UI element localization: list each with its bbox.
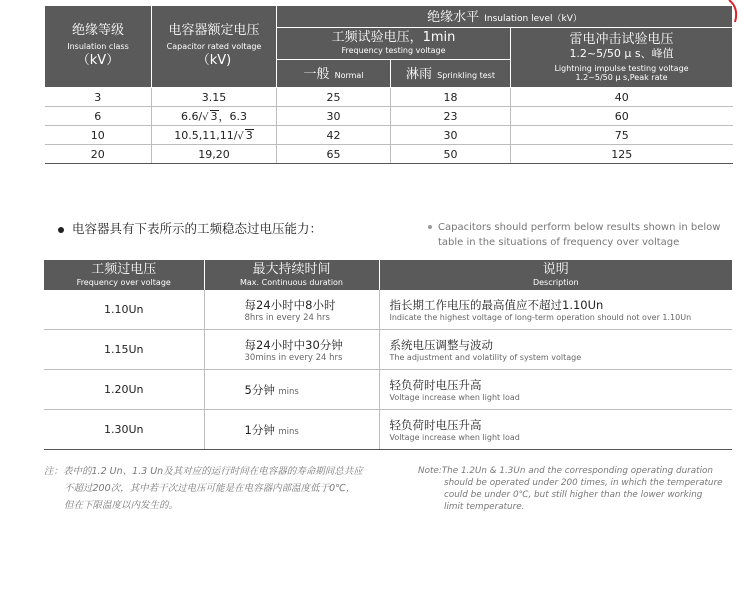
lightning-en2: 1.2~5/50 μ s,Peak rate <box>575 72 668 82</box>
table-row <box>45 126 733 145</box>
insulation-level-zh: 绝缘水平 <box>427 10 480 26</box>
cell-description <box>379 290 732 330</box>
header-sprinkling <box>391 60 511 88</box>
note-zh-line3: 但在下限温度以内发生的。 <box>64 500 179 511</box>
cell-duration <box>204 370 379 410</box>
bullet-zh-text: 电容器具有下表所示的工频稳态过电压能力： <box>72 221 323 236</box>
note-zh <box>44 463 404 514</box>
lightning-en1: Lightning impulse testing voltage <box>554 63 689 73</box>
note-zh-line1: 注：表中的1.2 Un、1.3 Un及其对应的运行时间在电容器的寿命期间总共应 <box>44 466 363 477</box>
cell-class: 6 <box>45 107 152 126</box>
insulation-class-zh: 绝缘等级 <box>71 23 124 39</box>
duration-inline-en: mins <box>278 386 299 397</box>
cell-description <box>379 330 732 370</box>
cell-normal: 65 <box>277 145 391 164</box>
description-zh: 轻负荷时电压升高 <box>389 418 482 432</box>
header-insulation-class <box>45 6 152 88</box>
insulation-class-unit: （kV） <box>76 52 120 68</box>
freq-test-en: Frequency testing voltage <box>341 46 446 56</box>
capacitor-voltage-en: Capacitor rated voltage <box>166 42 262 52</box>
rated-value: 3.15 <box>201 90 227 104</box>
lightning-sub: 1.2~5/50 μ s、峰值 <box>569 46 674 60</box>
note-en <box>418 465 738 513</box>
cell-lightning: 125 <box>511 145 733 164</box>
duration-zh: 5分钟 <box>244 382 275 397</box>
capacitor-voltage-unit: （kV) <box>196 52 232 68</box>
cell-lightning: 75 <box>511 126 733 145</box>
insulation-level-en: Insulation level（kV） <box>484 14 582 25</box>
col1-en: Frequency over voltage <box>76 277 171 287</box>
header-max-duration <box>204 260 379 290</box>
table-row <box>44 410 732 450</box>
normal-en: Normal <box>334 71 364 81</box>
description-en: Indicate the highest voltage of long-term operation should not over 1.10Un <box>389 313 692 322</box>
cell-rated <box>152 126 277 145</box>
description-en: The adjustment and volatility of system voltage <box>389 353 582 362</box>
col3-en: Description <box>532 277 579 287</box>
cell-sprinkle: 23 <box>391 107 511 126</box>
cell-sprinkle: 50 <box>391 145 511 164</box>
cell-lightning: 40 <box>511 88 733 107</box>
sqrt-value: 3 <box>245 128 253 142</box>
col2-en: Max. Continuous duration <box>239 277 343 287</box>
description-zh: 轻负荷时电压升高 <box>389 378 482 392</box>
duration-en: 8hrs in every 24 hrs <box>244 312 330 323</box>
note-en-line2: should be operated under 200 times, in which the temperature <box>444 478 723 488</box>
note-en-line1: Note:The 1.2Un & 1.3Un and the corresponding operating duration <box>418 466 714 476</box>
sprinkle-zh: 淋雨 <box>406 67 433 83</box>
bullet-en-line1: Capacitors should perform below results shown in below <box>438 222 721 233</box>
cell-voltage: 1.20Un <box>44 370 204 410</box>
cell-class: 20 <box>45 145 152 164</box>
cell-voltage: 1.15Un <box>44 330 204 370</box>
sqrt-value: 3 <box>210 110 218 123</box>
header-insulation-level <box>277 6 733 28</box>
header-capacitor-voltage <box>152 6 277 88</box>
cell-normal: 25 <box>277 88 391 107</box>
cell-rated <box>152 88 277 107</box>
note-en-line4: limit temperature. <box>444 502 525 512</box>
cell-description <box>379 410 732 450</box>
rated-value: 19,20 <box>198 147 230 161</box>
cell-rated <box>152 107 277 126</box>
table-row <box>45 88 733 107</box>
duration-en: 30mins in every 24 hrs <box>244 352 343 363</box>
cell-normal: 42 <box>277 126 391 145</box>
note-zh-line2: 不超过200次，其中若干次过电压可能是在电容器内部温度低于0℃， <box>64 483 356 494</box>
cell-duration <box>204 290 379 330</box>
table-row <box>44 330 732 370</box>
rated-value: 6.6/ <box>180 110 203 123</box>
insulation-class-en: Insulation class <box>67 42 129 52</box>
description-en: Voltage increase when light load <box>389 433 520 442</box>
rated-value: 10.5,11,11/ <box>174 128 238 142</box>
lightning-zh: 雷电冲击试验电压 <box>569 32 674 48</box>
section-bullet-en <box>428 220 720 250</box>
cell-voltage: 1.10Un <box>44 290 204 330</box>
cell-duration <box>204 330 379 370</box>
normal-zh: 一般 <box>303 67 330 83</box>
overvoltage-table <box>44 260 732 450</box>
description-zh: 指长期工作电压的最高值应不超过1.10Un <box>389 298 604 312</box>
table-row <box>44 370 732 410</box>
description-zh: 系统电压调整与波动 <box>389 338 493 352</box>
cell-lightning: 60 <box>511 107 733 126</box>
freq-test-zh: 工频试验电压，1min <box>331 30 456 46</box>
cell-class: 10 <box>45 126 152 145</box>
insulation-level-table <box>44 5 733 164</box>
header-frequency-test <box>277 28 511 60</box>
duration-inline-en: mins <box>278 426 299 437</box>
cell-class: 3 <box>45 88 152 107</box>
cell-normal: 30 <box>277 107 391 126</box>
header-normal <box>277 60 391 88</box>
bullet-dot-icon <box>58 227 64 233</box>
cell-rated <box>152 145 277 164</box>
header-description <box>379 260 732 290</box>
col2-zh: 最大持续时间 <box>252 261 331 277</box>
table-row <box>45 107 733 126</box>
description-en: Voltage increase when light load <box>389 393 520 402</box>
col1-zh: 工频过电压 <box>91 261 157 277</box>
duration-zh: 1分钟 <box>244 422 275 437</box>
section-bullet-zh <box>58 219 322 237</box>
capacitor-voltage-zh: 电容器额定电压 <box>168 23 260 39</box>
header-lightning-test <box>511 28 733 88</box>
duration-zh: 每24小时中8小时 <box>244 297 336 312</box>
sqrt-symbol: √ <box>237 130 244 142</box>
sqrt-symbol: √ <box>202 112 209 123</box>
header-frequency-over-voltage <box>44 260 204 290</box>
sprinkle-en: Sprinkling test <box>437 71 495 81</box>
bullet-dot-icon <box>428 225 432 229</box>
table-row <box>44 290 732 330</box>
table-row <box>45 145 733 164</box>
cell-duration <box>204 410 379 450</box>
cell-description <box>379 370 732 410</box>
col3-zh: 说明 <box>542 261 569 277</box>
rated-value-extra: ，6.3 <box>218 110 248 123</box>
bullet-en-line2: table in the situations of frequency over voltage <box>438 237 680 248</box>
duration-zh: 每24小时中30分钟 <box>244 337 343 352</box>
cell-sprinkle: 18 <box>391 88 511 107</box>
note-en-line3: could be under 0℃, but still higher than the lower working <box>444 490 703 500</box>
cell-voltage: 1.30Un <box>44 410 204 450</box>
cell-sprinkle: 30 <box>391 126 511 145</box>
